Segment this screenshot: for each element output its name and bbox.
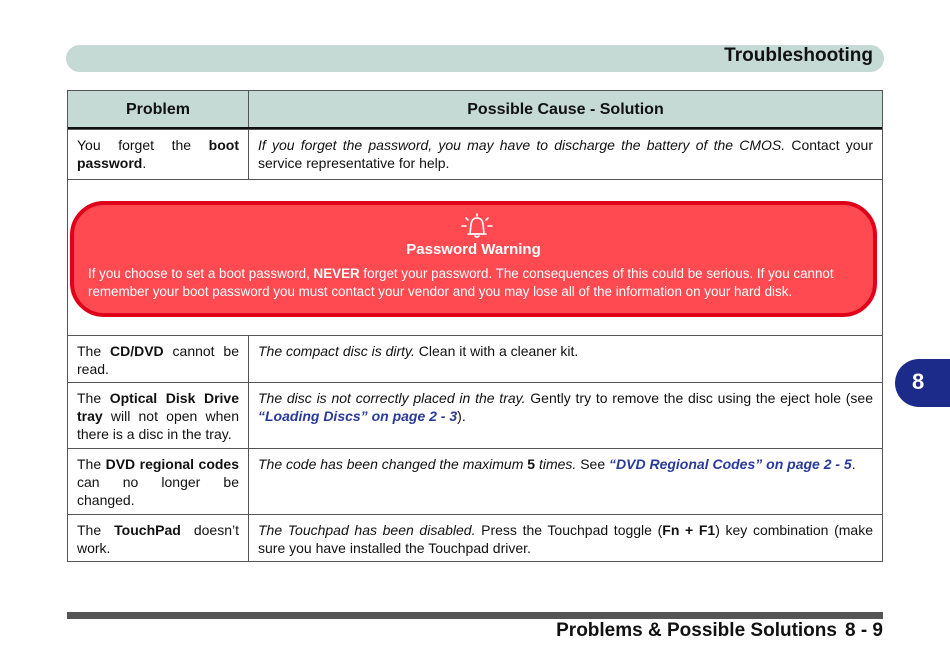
warning-text-part: If you choose to set a boot password, (88, 266, 314, 281)
chapter-tab-label: 8 (912, 369, 925, 394)
problem-text: The (77, 456, 106, 472)
problem-text: cannot be read. (77, 343, 240, 377)
cause-text: The Touchpad has been disabled. (258, 522, 476, 538)
problem-text: doesn’t work. (77, 522, 239, 556)
solution-text: Contact your service representative for help. (258, 137, 874, 171)
table-header-row (68, 91, 882, 129)
table-row (68, 382, 882, 448)
problem-keyword: boot password (77, 137, 239, 171)
solution-text: ) key combination (make sure you have installed the Touchpad driver. (258, 522, 873, 556)
problem-text: The (77, 343, 110, 359)
solution-text: ). (457, 408, 466, 424)
column-header-problem: Problem (68, 91, 249, 127)
solution-text: Press the Touchpad toggle ( (475, 522, 663, 538)
solution-text: . (851, 456, 856, 472)
solution-cell (249, 383, 882, 448)
dvd-regional-codes-link[interactable]: “DVD Regional Codes” on page 2 - 5 (609, 456, 852, 472)
problem-cell (68, 449, 249, 514)
problem-text: . (142, 155, 147, 171)
problem-keyword: Optical Disk Drive tray (77, 390, 239, 424)
cause-text: The compact disc is dirty. (258, 343, 415, 359)
problem-keyword: DVD regional codes (105, 456, 239, 472)
solution-cell (249, 515, 882, 561)
problem-cell (68, 336, 249, 382)
password-warning-box (70, 201, 877, 317)
cause-number: 5 (527, 456, 536, 472)
page-section-title: Troubleshooting (724, 45, 873, 66)
troubleshooting-table (67, 90, 883, 562)
footer-title: Problems & Possible Solutions (556, 620, 837, 641)
table-row-warning (68, 179, 882, 335)
problem-keyword: CD/DVD (110, 343, 164, 359)
loading-discs-link[interactable]: “Loading Discs” on page 2 - 3 (258, 408, 458, 424)
chapter-tab[interactable] (895, 359, 950, 407)
cause-text: times. (535, 456, 577, 472)
table-row (68, 129, 882, 179)
warning-text-part: forget your password. The consequences of this could be serious. If you cannot remember your boot password you must contact your vendor and you may lose all of the information on your hard disk. (88, 266, 834, 299)
problem-text: will not open when there is a disc in the tray. (77, 408, 239, 442)
problem-text: The (77, 522, 115, 538)
cause-text: The code has been changed the maximum (258, 456, 528, 472)
problem-text: The (77, 390, 110, 406)
warning-emphasis: NEVER (313, 266, 360, 281)
warning-title: Password Warning (406, 241, 541, 258)
table-row (68, 514, 882, 561)
key-combination: Fn + F1 (662, 522, 716, 538)
problem-keyword: TouchPad (114, 522, 181, 538)
solution-text: Clean it with a cleaner kit. (414, 343, 579, 359)
table-row (68, 335, 882, 382)
footer (556, 620, 883, 642)
problem-text: You forget the (77, 137, 209, 153)
solution-cell (249, 449, 882, 514)
problem-text: can no longer be changed. (77, 474, 239, 508)
solution-text: Gently try to remove the disc using the eject hole (see (525, 390, 873, 406)
solution-cell (249, 336, 882, 382)
solution-cell (249, 130, 882, 179)
cause-text: The disc is not correctly placed in the tray. (258, 390, 526, 406)
page-number: 8 - 9 (844, 620, 883, 641)
problem-cell (68, 515, 249, 561)
cause-text: If you forget the password, you may have to discharge the battery of the CMOS. (258, 137, 786, 153)
footer-bar (67, 612, 883, 619)
solution-text: See (576, 456, 610, 472)
column-header-solution: Possible Cause - Solution (467, 101, 664, 118)
problem-cell (68, 130, 249, 179)
warning-text (88, 265, 859, 301)
problem-cell (68, 383, 249, 448)
table-row (68, 448, 882, 514)
warning-bell-icon (460, 212, 494, 238)
